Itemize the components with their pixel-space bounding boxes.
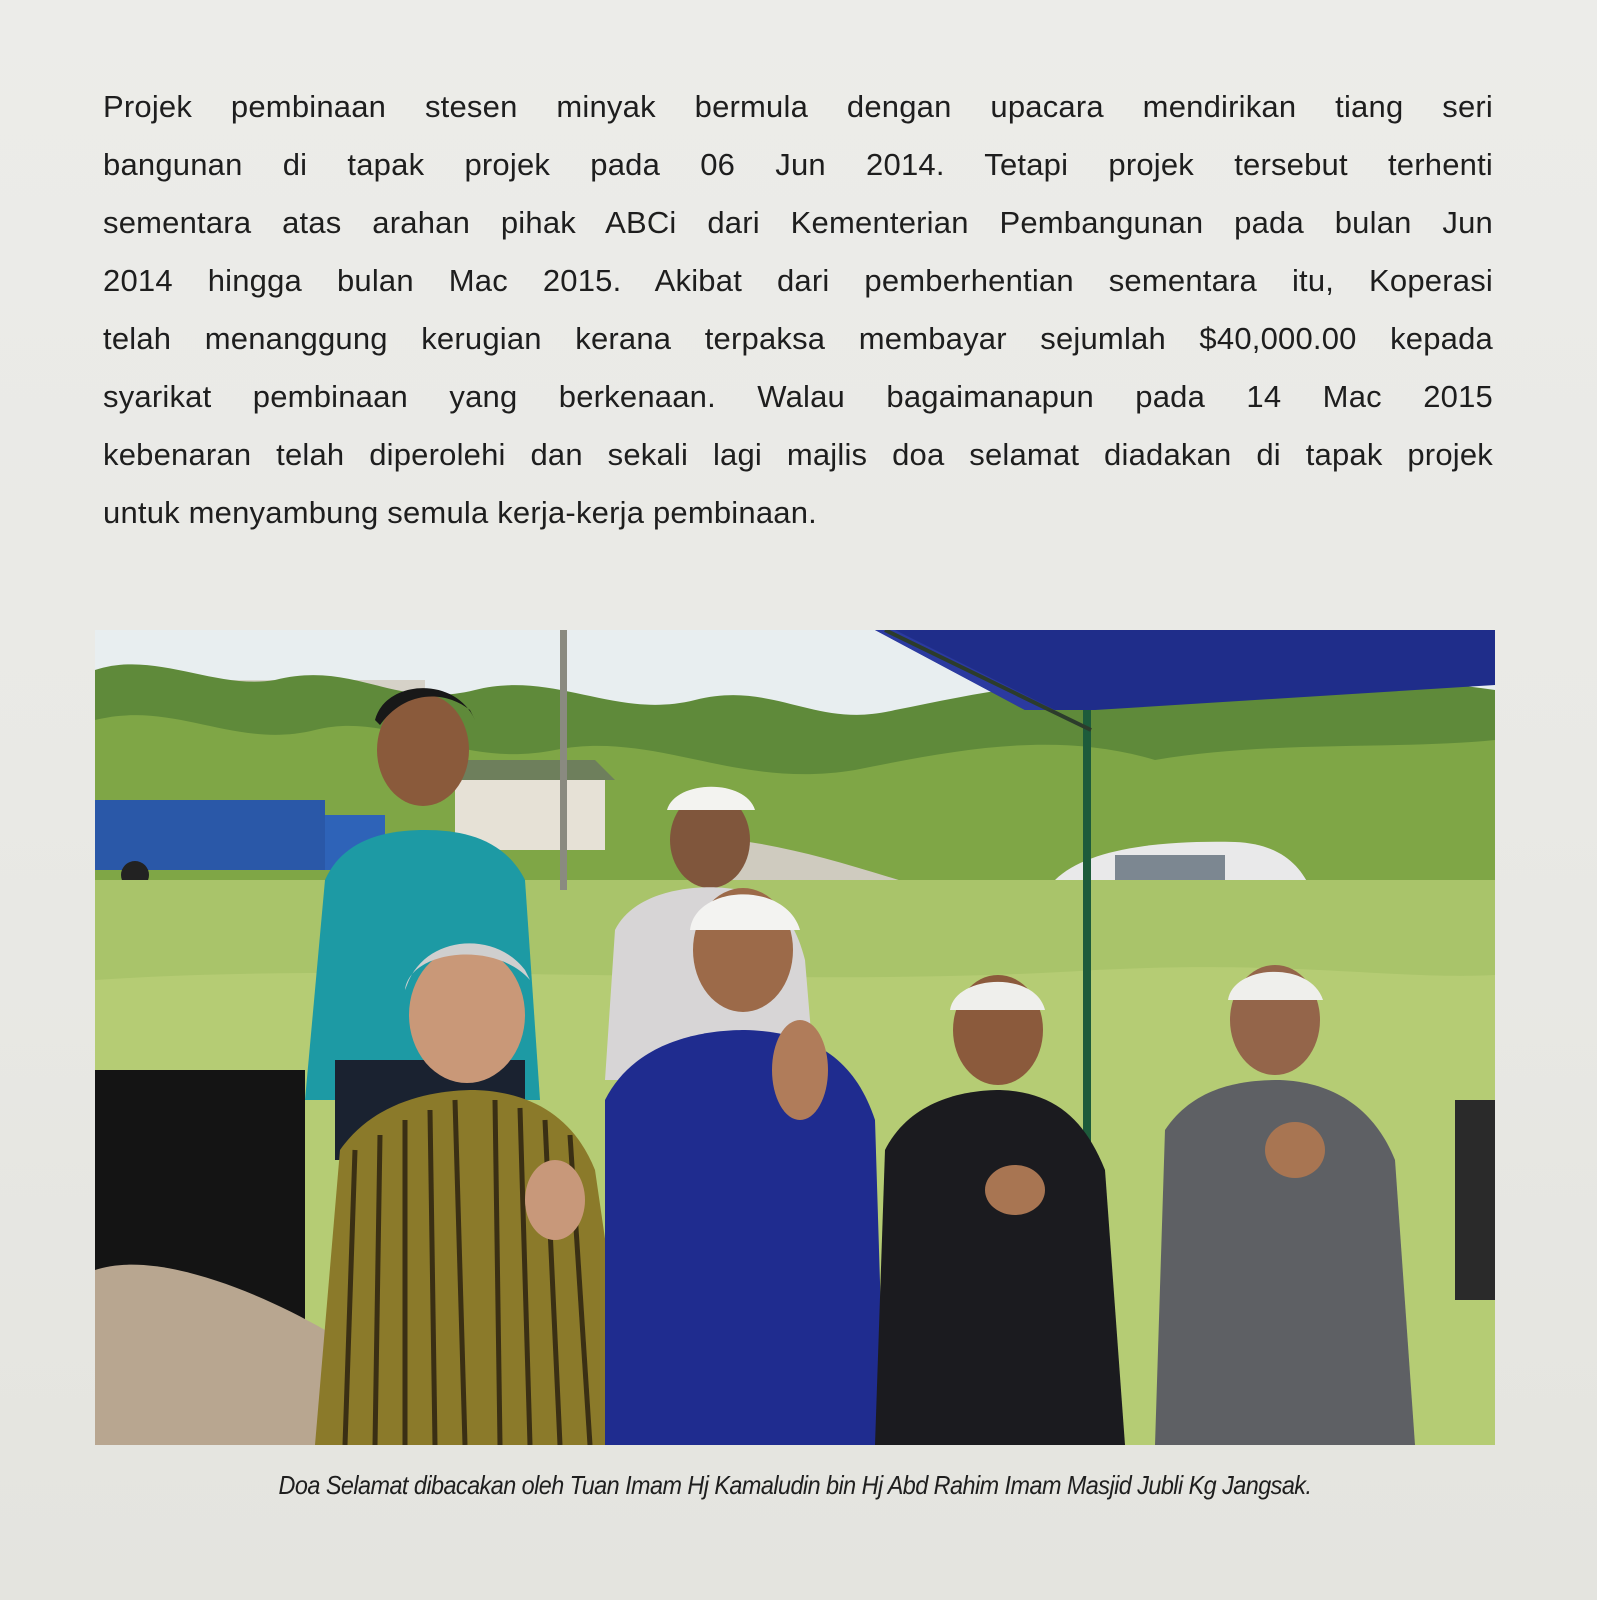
- paragraph-line: sementara atas arahan pihak ABCi dari Kementerian Pembangunan pada bulan Jun: [103, 205, 1493, 240]
- paragraph-line: bangunan di tapak projek pada 06 Jun 2014. Tetapi projek tersebut terhenti: [103, 147, 1493, 182]
- ceremony-photo-illustration: [95, 630, 1495, 1445]
- paragraph-line: 2014 hingga bulan Mac 2015. Akibat dari pemberhentian sementara itu, Koperasi: [103, 263, 1493, 298]
- paragraph-line: telah menanggung kerugian kerana terpaksa membayar sejumlah $40,000.00 kepada: [103, 321, 1493, 356]
- paragraph-line: Projek pembinaan stesen minyak bermula dengan upacara mendirikan tiang seri: [103, 89, 1493, 124]
- ceremony-photo: [95, 630, 1495, 1445]
- paragraph-line: kebenaran telah diperolehi dan sekali lagi majlis doa selamat diadakan di tapak projek: [103, 437, 1493, 472]
- body-paragraph: [103, 78, 1493, 542]
- paragraph-line: untuk menyambung semula kerja-kerja pembinaan.: [103, 495, 817, 530]
- paragraph-line: syarikat pembinaan yang berkenaan. Walau bagaimanapun pada 14 Mac 2015: [103, 379, 1493, 414]
- photo-caption: Doa Selamat dibacakan oleh Tuan Imam Hj Kamaludin bin Hj Abd Rahim Imam Masjid Jubli Kg Jangsak.: [278, 1470, 1312, 1500]
